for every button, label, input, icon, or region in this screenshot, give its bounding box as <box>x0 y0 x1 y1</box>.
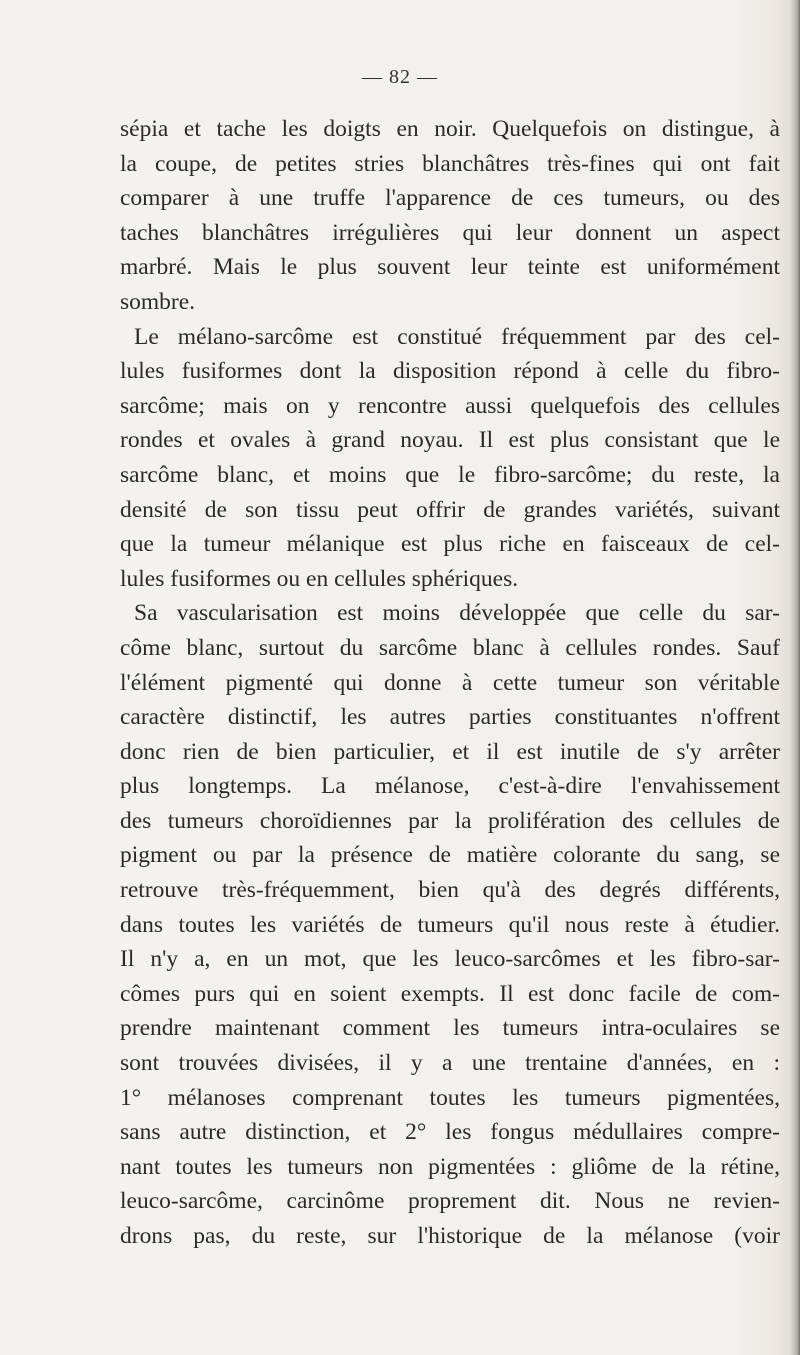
page-number: — 82 — <box>362 66 438 88</box>
text-line: cômes purs qui en soient exempts. Il est donc facile de com- <box>120 980 780 1007</box>
text-line: Il n'y a, en un mot, que les leuco-sarcômes et les fibro-sar- <box>120 946 780 973</box>
text-line: l'élément pigmenté qui donne à cette tumeur son véritable <box>120 669 780 696</box>
text-line: la coupe, de petites stries blanchâtres très-fines qui ont fait <box>120 150 780 177</box>
text-line: sépia et tache les doigts en noir. Quelquefois on distingue, à <box>120 116 780 142</box>
text-line: prendre maintenant comment les tumeurs intra-oculaires se <box>120 1015 780 1042</box>
text-line: Sa vascularisation est moins développée que celle du sar- <box>134 600 780 627</box>
text-line: que la tumeur mélanique est plus riche en faisceaux de cel- <box>120 531 780 558</box>
text-line: sarcôme blanc, et moins que le fibro-sarcôme; du reste, la <box>120 461 780 488</box>
text-line: nant toutes les tumeurs non pigmentées : gliôme de la rétine, <box>120 1153 780 1180</box>
text-line: leuco-sarcôme, carcinôme proprement dit. Nous ne revien- <box>120 1188 780 1215</box>
text-line: 1° mélanoses comprenant toutes les tumeurs pigmentées, <box>120 1084 780 1111</box>
text-line: Le mélano-sarcôme est constitué fréquemment par des cel- <box>134 323 780 350</box>
text-line: sombre. <box>120 288 196 315</box>
text-line: densité de son tissu peut offrir de grandes variétés, suivant <box>120 496 780 523</box>
text-line: marbré. Mais le plus souvent leur teinte est uniformément <box>120 254 780 281</box>
text-line: côme blanc, surtout du sarcôme blanc à cellules rondes. Sauf <box>120 634 780 661</box>
page-edge-shadow <box>790 0 800 1355</box>
text-line: sans autre distinction, et 2° les fongus médullaires compre- <box>120 1119 780 1146</box>
text-line: sarcôme; mais on y rencontre aussi quelquefois des cellules <box>120 392 780 419</box>
text-line: dans toutes les variétés de tumeurs qu'il nous reste à étudier. <box>120 911 780 938</box>
text-line: comparer à une truffe l'apparence de ces tumeurs, ou des <box>120 185 780 212</box>
text-line: sont trouvées divisées, il y a une trentaine d'années, en : <box>120 1050 780 1077</box>
text-line: taches blanchâtres irrégulières qui leur donnent un aspect <box>120 219 780 246</box>
text-line: retrouve très-fréquemment, bien qu'à des degrés différents, <box>120 877 780 904</box>
text-line: des tumeurs choroïdiennes par la prolifération des cellules de <box>120 807 780 834</box>
text-line: drons pas, du reste, sur l'historique de la mélanose (voir <box>120 1223 780 1249</box>
body-text <box>120 112 780 1254</box>
text-line: lules fusiformes dont la disposition répond à celle du fibro- <box>120 358 780 385</box>
text-line: plus longtemps. La mélanose, c'est-à-dire l'envahissement <box>120 773 780 800</box>
text-line: donc rien de bien particulier, et il est inutile de s'y arrêter <box>120 738 780 765</box>
text-line: caractère distinctif, les autres parties constituantes n'offrent <box>120 704 780 731</box>
text-line: rondes et ovales à grand noyau. Il est plus consistant que le <box>120 427 780 454</box>
text-line: pigment ou par la présence de matière colorante du sang, se <box>120 842 780 869</box>
text-line: lules fusiformes ou en cellules sphériques. <box>120 565 519 592</box>
